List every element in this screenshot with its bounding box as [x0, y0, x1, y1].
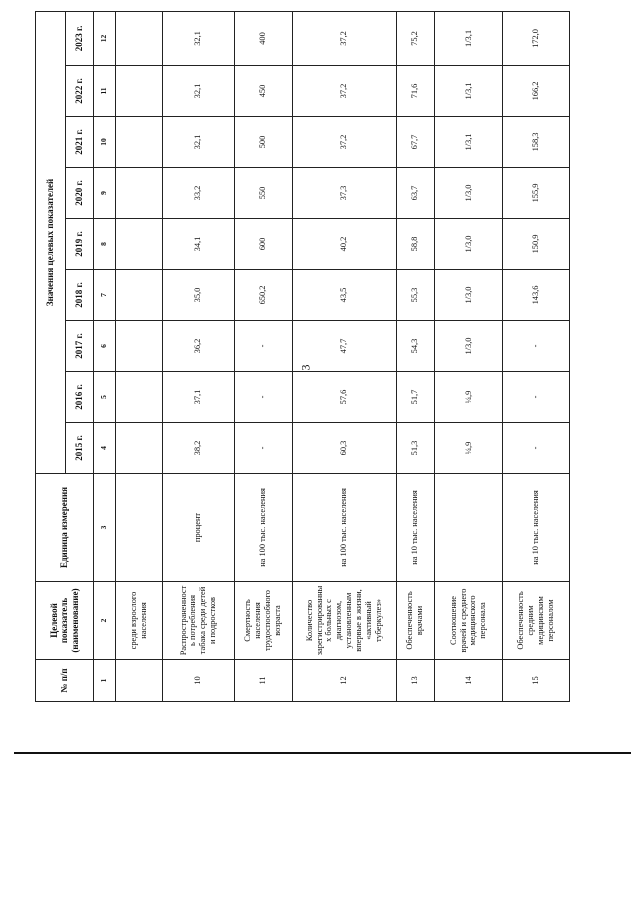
- row-value: [116, 423, 163, 474]
- row-value: 37,3: [292, 168, 396, 219]
- row-value: -: [503, 321, 570, 372]
- row-value: 67,7: [396, 117, 434, 168]
- row-indicator: Количество зарегистрированных больных с диагнозом, установленным впервые в жизни, «активный туберкулез»: [292, 582, 396, 660]
- row-value: 47,7: [292, 321, 396, 372]
- row-indicator: Распространенность потребления табака среди детей и подростков: [162, 582, 234, 660]
- row-value: 37,1: [162, 372, 234, 423]
- header-values-group: Значения целевых показателей: [36, 11, 66, 473]
- row-unit: процент: [162, 474, 234, 582]
- row-value: 1/3,0: [434, 219, 503, 270]
- row-value: ¼,9: [434, 423, 503, 474]
- row-num: [116, 660, 163, 702]
- row-value: 1/3,1: [434, 66, 503, 117]
- row-indicator: Соотношение врачей и среднего медицинского персонала: [434, 582, 503, 660]
- row-value: 1/3,0: [434, 270, 503, 321]
- row-value: 37,2: [292, 66, 396, 117]
- row-value: 32,1: [162, 66, 234, 117]
- table-header: [36, 11, 94, 701]
- row-value: 32,1: [162, 11, 234, 65]
- row-value: [116, 11, 163, 65]
- table-row: [116, 11, 163, 701]
- column-number: 1: [94, 660, 116, 702]
- row-unit: [434, 474, 503, 582]
- row-value: 37,2: [292, 11, 396, 65]
- row-value: 38,2: [162, 423, 234, 474]
- header-unit: Единица измерения: [36, 474, 94, 582]
- row-num: 10: [162, 660, 234, 702]
- header-indicator: Целевой показатель (наименование): [36, 582, 94, 660]
- row-num: 15: [503, 660, 570, 702]
- row-num: 11: [234, 660, 292, 702]
- column-number: 9: [94, 168, 116, 219]
- header-year: 2020 г.: [66, 168, 94, 219]
- column-number: 7: [94, 270, 116, 321]
- row-value: 55,3: [396, 270, 434, 321]
- row-unit: [116, 474, 163, 582]
- header-year: 2019 г.: [66, 219, 94, 270]
- page-bottom-rule: [14, 752, 631, 754]
- column-number: 2: [94, 582, 116, 660]
- column-number: 10: [94, 117, 116, 168]
- row-value: 60,3: [292, 423, 396, 474]
- row-value: 32,1: [162, 117, 234, 168]
- row-value: [116, 321, 163, 372]
- row-value: 650,2: [234, 270, 292, 321]
- column-number: 12: [94, 11, 116, 65]
- header-year: 2015 г.: [66, 423, 94, 474]
- row-value: 450: [234, 66, 292, 117]
- row-value: 158,3: [503, 117, 570, 168]
- table-row: [162, 11, 234, 701]
- row-value: [116, 117, 163, 168]
- table-row: [434, 11, 503, 701]
- row-value: 155,9: [503, 168, 570, 219]
- header-year: 2018 г.: [66, 270, 94, 321]
- page-number: 3: [298, 364, 313, 371]
- row-value: 550: [234, 168, 292, 219]
- target-indicators-table: [35, 11, 570, 702]
- column-number: 11: [94, 66, 116, 117]
- row-value: [116, 168, 163, 219]
- row-indicator: Обеспеченность средним медицинским персоналом: [503, 582, 570, 660]
- row-value: 36,2: [162, 321, 234, 372]
- row-value: 34,1: [162, 219, 234, 270]
- table-body: [94, 11, 570, 701]
- row-unit: на 100 тыс. населения: [234, 474, 292, 582]
- row-value: 75,2: [396, 11, 434, 65]
- header-num: № п/п: [36, 660, 94, 702]
- row-value: -: [234, 423, 292, 474]
- row-value: [116, 219, 163, 270]
- header-year: 2022 г.: [66, 66, 94, 117]
- row-value: -: [234, 372, 292, 423]
- row-indicator: среди взрослого населения: [116, 582, 163, 660]
- row-value: 600: [234, 219, 292, 270]
- row-value: 51,3: [396, 423, 434, 474]
- table-row: [234, 11, 292, 701]
- row-value: 143,6: [503, 270, 570, 321]
- row-indicator: Обеспеченность врачами: [396, 582, 434, 660]
- row-value: 58,8: [396, 219, 434, 270]
- header-year: 2023 г.: [66, 11, 94, 65]
- header-row-1: [36, 11, 66, 701]
- row-value: ¼,9: [434, 372, 503, 423]
- row-num: 12: [292, 660, 396, 702]
- row-value: 400: [234, 11, 292, 65]
- table-row: [503, 11, 570, 701]
- table-row: [292, 11, 396, 701]
- row-unit: на 100 тыс. населения: [292, 474, 396, 582]
- column-number: 4: [94, 423, 116, 474]
- row-value: 1/3,1: [434, 117, 503, 168]
- row-value: [116, 66, 163, 117]
- row-value: 500: [234, 117, 292, 168]
- row-value: 1/3,0: [434, 168, 503, 219]
- header-year: 2016 г.: [66, 372, 94, 423]
- row-value: 166,2: [503, 66, 570, 117]
- row-value: -: [503, 372, 570, 423]
- header-year: 2021 г.: [66, 117, 94, 168]
- row-value: [116, 270, 163, 321]
- column-number: 3: [94, 474, 116, 582]
- row-indicator: Смертность населения трудоспособного возраста: [234, 582, 292, 660]
- row-unit: на 10 тыс. населения: [396, 474, 434, 582]
- rotated-table-container: [35, 12, 570, 702]
- row-value: 1/3,1: [434, 11, 503, 65]
- row-value: 37,2: [292, 117, 396, 168]
- row-value: 33,2: [162, 168, 234, 219]
- row-value: 63,7: [396, 168, 434, 219]
- row-value: 43,5: [292, 270, 396, 321]
- row-num: 14: [434, 660, 503, 702]
- row-value: 1/3,0: [434, 321, 503, 372]
- column-number-row: [94, 11, 116, 701]
- header-year: 2017 г.: [66, 321, 94, 372]
- table-row: [396, 11, 434, 701]
- row-value: 71,6: [396, 66, 434, 117]
- row-unit: на 10 тыс. населения: [503, 474, 570, 582]
- row-value: 51,7: [396, 372, 434, 423]
- row-value: -: [234, 321, 292, 372]
- row-value: -: [503, 423, 570, 474]
- row-value: 150,9: [503, 219, 570, 270]
- row-num: 13: [396, 660, 434, 702]
- column-number: 6: [94, 321, 116, 372]
- row-value: [116, 372, 163, 423]
- column-number: 8: [94, 219, 116, 270]
- column-number: 5: [94, 372, 116, 423]
- row-value: 40,2: [292, 219, 396, 270]
- row-value: 54,3: [396, 321, 434, 372]
- row-value: 172,0: [503, 11, 570, 65]
- row-value: 57,6: [292, 372, 396, 423]
- row-value: 35,0: [162, 270, 234, 321]
